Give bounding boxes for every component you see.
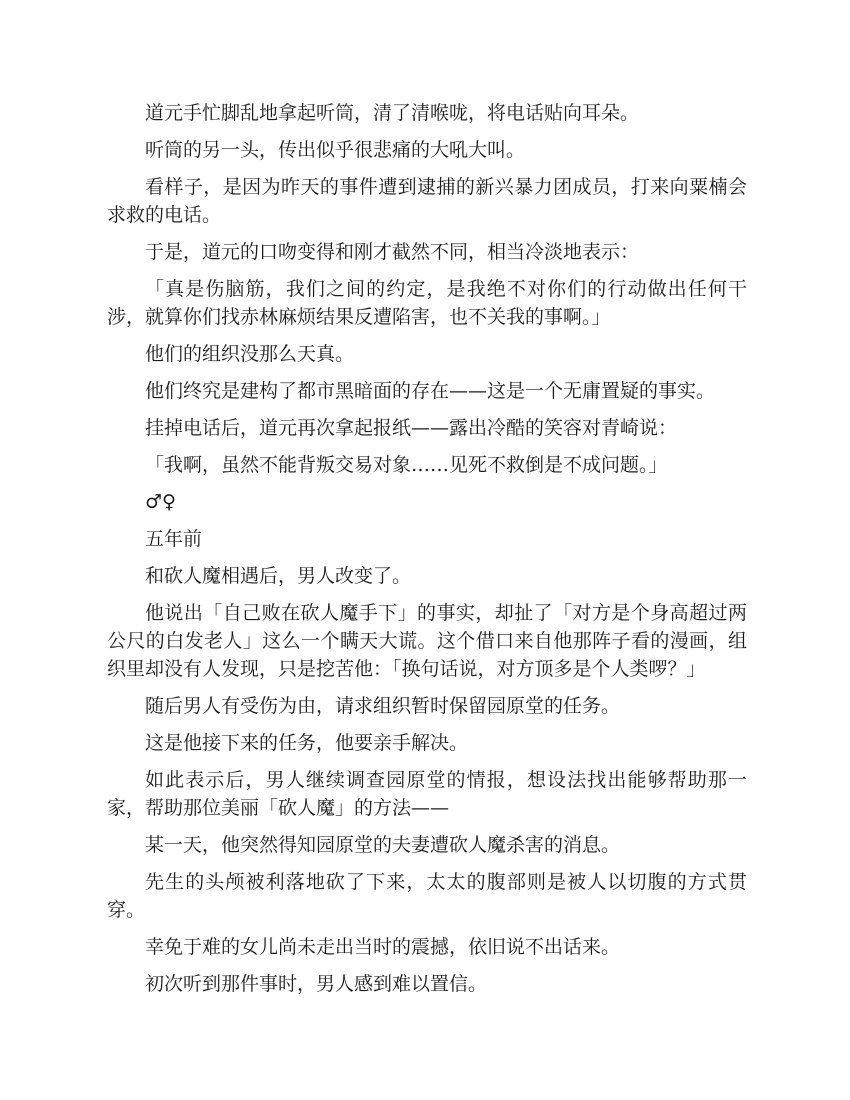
paragraph: 某一天，他突然得知园原堂的夫妻遭砍人魔杀害的消息。: [145, 834, 621, 856]
section-heading: 五年前: [145, 528, 203, 550]
paragraph: 和砍人魔相遇后，男人改变了。: [145, 565, 412, 587]
paragraph: 如此表示后，男人继续调查园原堂的情报，想设法找出能够帮助那一家，帮助那位美丽「砍人魔」的方法——: [107, 769, 747, 819]
paragraph: 初次听到那件事时，男人感到难以置信。: [145, 973, 488, 995]
paragraph: 道元手忙脚乱地拿起听筒，清了清喉咙，将电话贴向耳朵。: [145, 102, 640, 124]
paragraph: 先生的头颅被利落地砍了下来，太太的腹部则是被人以切腹的方式贯穿。: [107, 871, 747, 921]
paragraph: 幸免于难的女儿尚未走出当时的震撼，依旧说不出话来。: [145, 936, 621, 958]
paragraph: 看样子，是因为昨天的事件遭到逮捕的新兴暴力团成员，打来向粟楠会求救的电话。: [107, 176, 747, 226]
paragraph: 他们终究是建构了都市黑暗面的存在——这是一个无庸置疑的事实。: [145, 380, 716, 402]
paragraph: 这是他接下来的任务，他要亲手解决。: [145, 732, 469, 754]
paragraph: 挂掉电话后，道元再次拿起报纸——露出冷酷的笑容对青崎说：: [145, 417, 678, 439]
paragraph: 他说出「自己败在砍人魔手下」的事实，却扯了「对方是个身高超过两公尺的白发老人」这么一个瞒天大谎。这个借口来自他那阵子看的漫画，组织里却没有人发现，只是挖苦他：「换句话说，对方顶多是个人类啰？」: [107, 602, 747, 680]
paragraph: 于是，道元的口吻变得和刚才截然不同，相当冷淡地表示：: [145, 241, 640, 263]
paragraph: 他们的组织没那么天真。: [145, 343, 355, 365]
document-page: [107, 99, 747, 1007]
paragraph: 「我啊，虽然不能背叛交易对象……见死不救倒是不成问题。」: [145, 454, 668, 476]
paragraph: 随后男人有受伤为由，请求组织暂时保留园原堂的任务。: [145, 695, 621, 717]
paragraph: 「真是伤脑筋，我们之间的约定，是我绝不对你们的行动做出任何干涉，就算你们找赤林麻烦结果反遭陷害，也不关我的事啊。」: [107, 278, 747, 328]
paragraph: 听筒的另一头，传出似乎很悲痛的大吼大叫。: [145, 139, 526, 161]
section-break-symbol: ♂♀: [145, 491, 176, 513]
